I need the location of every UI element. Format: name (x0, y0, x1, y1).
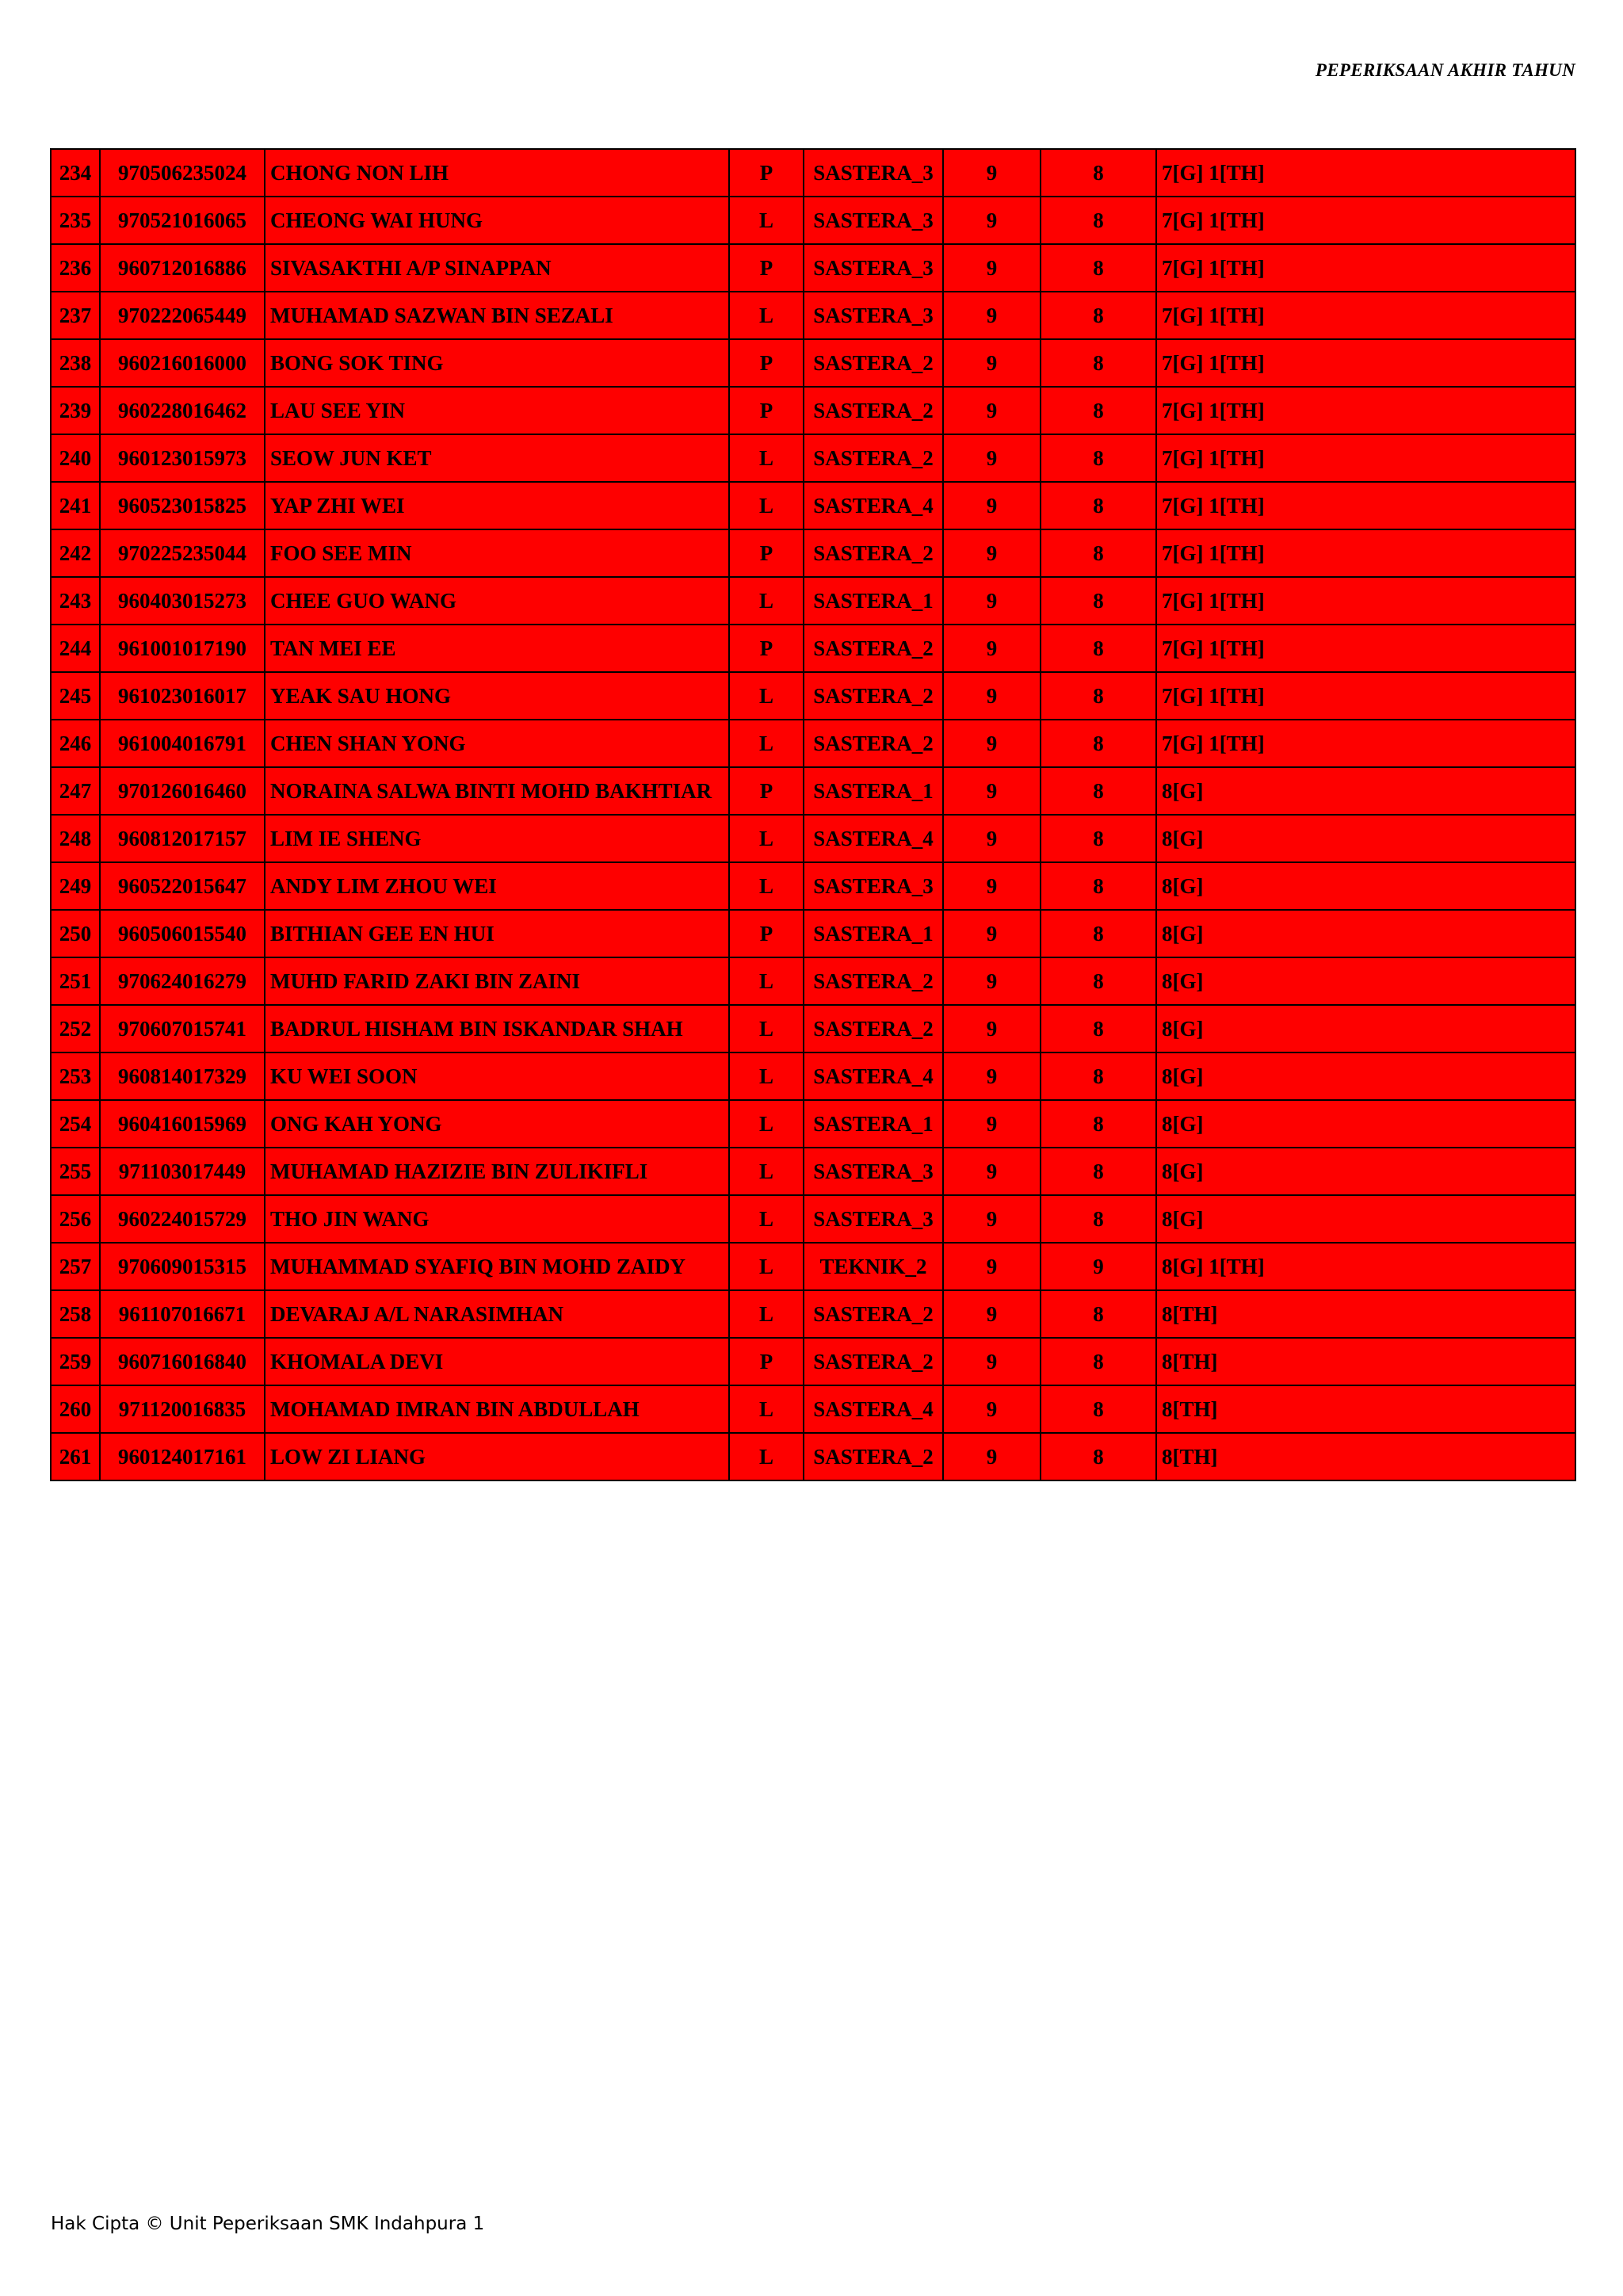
grade-summary-cell: 8[TH] (1156, 1385, 1575, 1433)
ic-number-cell: 970521016065 (100, 197, 265, 244)
ic-number-cell: 970609015315 (100, 1243, 265, 1290)
gender-cell: L (729, 1100, 804, 1148)
subjects-sat-cell: 8 (1041, 672, 1156, 720)
ic-number-cell: 970624016279 (100, 957, 265, 1005)
row-number-cell: 241 (51, 482, 100, 529)
class-name-cell: SASTERA_2 (804, 1433, 943, 1480)
table-row (51, 862, 1575, 910)
subjects-sat-cell: 8 (1041, 482, 1156, 529)
copyright-footer: Hak Cipta © Unit Peperiksaan SMK Indahpura 1 (51, 2214, 485, 2234)
class-name-cell: SASTERA_2 (804, 529, 943, 577)
grade-summary-cell: 7[G] 1[TH] (1156, 529, 1575, 577)
subjects-taken-cell: 9 (943, 1385, 1041, 1433)
class-name-cell: SASTERA_3 (804, 292, 943, 339)
row-number-cell: 250 (51, 910, 100, 957)
ic-number-cell: 960123015973 (100, 434, 265, 482)
class-name-cell: SASTERA_2 (804, 720, 943, 767)
table-row (51, 434, 1575, 482)
ic-number-cell: 960216016000 (100, 339, 265, 387)
subjects-sat-cell: 8 (1041, 339, 1156, 387)
subjects-sat-cell: 8 (1041, 625, 1156, 672)
class-name-cell: SASTERA_2 (804, 625, 943, 672)
table-row (51, 387, 1575, 434)
table-row (51, 672, 1575, 720)
row-number-cell: 259 (51, 1338, 100, 1385)
class-name-cell: SASTERA_4 (804, 482, 943, 529)
ic-number-cell: 970222065449 (100, 292, 265, 339)
student-name-cell: CHEONG WAI HUNG (265, 197, 729, 244)
gender-cell: P (729, 1338, 804, 1385)
subjects-taken-cell: 9 (943, 1290, 1041, 1338)
ic-number-cell: 960814017329 (100, 1052, 265, 1100)
student-name-cell: SEOW JUN KET (265, 434, 729, 482)
table-row (51, 149, 1575, 197)
class-name-cell: SASTERA_2 (804, 1290, 943, 1338)
class-name-cell: SASTERA_3 (804, 197, 943, 244)
subjects-taken-cell: 9 (943, 767, 1041, 815)
subjects-taken-cell: 9 (943, 387, 1041, 434)
class-name-cell: SASTERA_1 (804, 767, 943, 815)
gender-cell: L (729, 957, 804, 1005)
student-name-cell: CHONG NON LIH (265, 149, 729, 197)
class-name-cell: SASTERA_4 (804, 1385, 943, 1433)
ic-number-cell: 960124017161 (100, 1433, 265, 1480)
subjects-taken-cell: 9 (943, 577, 1041, 625)
grade-summary-cell: 7[G] 1[TH] (1156, 482, 1575, 529)
subjects-sat-cell: 8 (1041, 1433, 1156, 1480)
gender-cell: L (729, 815, 804, 862)
gender-cell: L (729, 1195, 804, 1243)
table-row (51, 482, 1575, 529)
student-name-cell: MOHAMAD IMRAN BIN ABDULLAH (265, 1385, 729, 1433)
ic-number-cell: 960224015729 (100, 1195, 265, 1243)
gender-cell: P (729, 625, 804, 672)
results-body (51, 149, 1575, 1480)
row-number-cell: 255 (51, 1148, 100, 1195)
class-name-cell: SASTERA_4 (804, 815, 943, 862)
row-number-cell: 260 (51, 1385, 100, 1433)
subjects-sat-cell: 8 (1041, 910, 1156, 957)
student-name-cell: TAN MEI EE (265, 625, 729, 672)
subjects-taken-cell: 9 (943, 529, 1041, 577)
grade-summary-cell: 7[G] 1[TH] (1156, 197, 1575, 244)
row-number-cell: 246 (51, 720, 100, 767)
student-name-cell: BITHIAN GEE EN HUI (265, 910, 729, 957)
student-name-cell: LAU SEE YIN (265, 387, 729, 434)
subjects-taken-cell: 9 (943, 1052, 1041, 1100)
subjects-taken-cell: 9 (943, 1243, 1041, 1290)
row-number-cell: 256 (51, 1195, 100, 1243)
class-name-cell: TEKNIK_2 (804, 1243, 943, 1290)
ic-number-cell: 960812017157 (100, 815, 265, 862)
class-name-cell: SASTERA_2 (804, 339, 943, 387)
table-row (51, 1385, 1575, 1433)
class-name-cell: SASTERA_2 (804, 957, 943, 1005)
subjects-sat-cell: 8 (1041, 1052, 1156, 1100)
gender-cell: L (729, 292, 804, 339)
subjects-sat-cell: 8 (1041, 1385, 1156, 1433)
ic-number-cell: 961004016791 (100, 720, 265, 767)
row-number-cell: 243 (51, 577, 100, 625)
class-name-cell: SASTERA_3 (804, 1195, 943, 1243)
gender-cell: L (729, 577, 804, 625)
gender-cell: L (729, 720, 804, 767)
ic-number-cell: 961001017190 (100, 625, 265, 672)
student-name-cell: KU WEI SOON (265, 1052, 729, 1100)
gender-cell: P (729, 387, 804, 434)
row-number-cell: 237 (51, 292, 100, 339)
ic-number-cell: 970126016460 (100, 767, 265, 815)
table-row (51, 197, 1575, 244)
gender-cell: L (729, 672, 804, 720)
row-number-cell: 235 (51, 197, 100, 244)
table-row (51, 1433, 1575, 1480)
ic-number-cell: 970225235044 (100, 529, 265, 577)
gender-cell: L (729, 482, 804, 529)
gender-cell: L (729, 1290, 804, 1338)
grade-summary-cell: 8[TH] (1156, 1338, 1575, 1385)
table-row (51, 720, 1575, 767)
grade-summary-cell: 7[G] 1[TH] (1156, 387, 1575, 434)
ic-number-cell: 960506015540 (100, 910, 265, 957)
gender-cell: L (729, 1385, 804, 1433)
grade-summary-cell: 8[G] (1156, 1100, 1575, 1148)
subjects-sat-cell: 8 (1041, 957, 1156, 1005)
grade-summary-cell: 8[G] (1156, 910, 1575, 957)
gender-cell: L (729, 1005, 804, 1052)
gender-cell: P (729, 910, 804, 957)
gender-cell: P (729, 244, 804, 292)
subjects-sat-cell: 8 (1041, 149, 1156, 197)
gender-cell: L (729, 1052, 804, 1100)
student-name-cell: KHOMALA DEVI (265, 1338, 729, 1385)
subjects-sat-cell: 8 (1041, 434, 1156, 482)
student-name-cell: BONG SOK TING (265, 339, 729, 387)
student-name-cell: ONG KAH YONG (265, 1100, 729, 1148)
gender-cell: L (729, 1148, 804, 1195)
table-row (51, 957, 1575, 1005)
subjects-taken-cell: 9 (943, 482, 1041, 529)
grade-summary-cell: 7[G] 1[TH] (1156, 244, 1575, 292)
subjects-sat-cell: 8 (1041, 815, 1156, 862)
grade-summary-cell: 7[G] 1[TH] (1156, 434, 1575, 482)
row-number-cell: 249 (51, 862, 100, 910)
subjects-sat-cell: 8 (1041, 1005, 1156, 1052)
ic-number-cell: 971103017449 (100, 1148, 265, 1195)
row-number-cell: 244 (51, 625, 100, 672)
ic-number-cell: 971120016835 (100, 1385, 265, 1433)
row-number-cell: 240 (51, 434, 100, 482)
row-number-cell: 239 (51, 387, 100, 434)
table-row (51, 1195, 1575, 1243)
subjects-taken-cell: 9 (943, 292, 1041, 339)
row-number-cell: 245 (51, 672, 100, 720)
subjects-taken-cell: 9 (943, 862, 1041, 910)
grade-summary-cell: 8[G] 1[TH] (1156, 1243, 1575, 1290)
table-row (51, 339, 1575, 387)
subjects-sat-cell: 9 (1041, 1243, 1156, 1290)
row-number-cell: 234 (51, 149, 100, 197)
gender-cell: L (729, 1243, 804, 1290)
subjects-sat-cell: 8 (1041, 197, 1156, 244)
grade-summary-cell: 7[G] 1[TH] (1156, 149, 1575, 197)
subjects-taken-cell: 9 (943, 197, 1041, 244)
grade-summary-cell: 8[TH] (1156, 1433, 1575, 1480)
row-number-cell: 254 (51, 1100, 100, 1148)
subjects-taken-cell: 9 (943, 434, 1041, 482)
table-row (51, 577, 1575, 625)
class-name-cell: SASTERA_2 (804, 672, 943, 720)
page-title: PEPERIKSAAN AKHIR TAHUN (1315, 60, 1575, 80)
ic-number-cell: 961023016017 (100, 672, 265, 720)
results-table (50, 148, 1576, 1481)
grade-summary-cell: 8[G] (1156, 767, 1575, 815)
table-row (51, 1148, 1575, 1195)
subjects-taken-cell: 9 (943, 815, 1041, 862)
student-name-cell: ANDY LIM ZHOU WEI (265, 862, 729, 910)
gender-cell: P (729, 529, 804, 577)
row-number-cell: 238 (51, 339, 100, 387)
class-name-cell: SASTERA_2 (804, 434, 943, 482)
subjects-taken-cell: 9 (943, 244, 1041, 292)
grade-summary-cell: 8[G] (1156, 862, 1575, 910)
student-name-cell: THO JIN WANG (265, 1195, 729, 1243)
grade-summary-cell: 8[G] (1156, 1148, 1575, 1195)
subjects-taken-cell: 9 (943, 1195, 1041, 1243)
ic-number-cell: 960228016462 (100, 387, 265, 434)
table-row (51, 529, 1575, 577)
table-row (51, 815, 1575, 862)
subjects-sat-cell: 8 (1041, 1338, 1156, 1385)
class-name-cell: SASTERA_1 (804, 910, 943, 957)
subjects-sat-cell: 8 (1041, 767, 1156, 815)
student-name-cell: CHEN SHAN YONG (265, 720, 729, 767)
subjects-taken-cell: 9 (943, 149, 1041, 197)
gender-cell: P (729, 767, 804, 815)
ic-number-cell: 970607015741 (100, 1005, 265, 1052)
ic-number-cell: 960712016886 (100, 244, 265, 292)
table-row (51, 1100, 1575, 1148)
table-row (51, 1052, 1575, 1100)
table-row (51, 244, 1575, 292)
class-name-cell: SASTERA_2 (804, 1005, 943, 1052)
table-row (51, 292, 1575, 339)
subjects-taken-cell: 9 (943, 1005, 1041, 1052)
table-row (51, 1005, 1575, 1052)
ic-number-cell: 960403015273 (100, 577, 265, 625)
gender-cell: P (729, 339, 804, 387)
row-number-cell: 247 (51, 767, 100, 815)
student-name-cell: YAP ZHI WEI (265, 482, 729, 529)
subjects-taken-cell: 9 (943, 1433, 1041, 1480)
student-name-cell: MUHAMMAD SYAFIQ BIN MOHD ZAIDY (265, 1243, 729, 1290)
subjects-taken-cell: 9 (943, 672, 1041, 720)
row-number-cell: 261 (51, 1433, 100, 1480)
grade-summary-cell: 8[G] (1156, 1005, 1575, 1052)
subjects-sat-cell: 8 (1041, 244, 1156, 292)
subjects-taken-cell: 9 (943, 339, 1041, 387)
grade-summary-cell: 8[G] (1156, 1195, 1575, 1243)
row-number-cell: 253 (51, 1052, 100, 1100)
subjects-taken-cell: 9 (943, 625, 1041, 672)
ic-number-cell: 961107016671 (100, 1290, 265, 1338)
row-number-cell: 242 (51, 529, 100, 577)
student-name-cell: MUHAMAD SAZWAN BIN SEZALI (265, 292, 729, 339)
student-name-cell: NORAINA SALWA BINTI MOHD BAKHTIAR (265, 767, 729, 815)
grade-summary-cell: 8[G] (1156, 1052, 1575, 1100)
grade-summary-cell: 7[G] 1[TH] (1156, 625, 1575, 672)
student-name-cell: MUHAMAD HAZIZIE BIN ZULIKIFLI (265, 1148, 729, 1195)
student-name-cell: CHEE GUO WANG (265, 577, 729, 625)
table-row (51, 910, 1575, 957)
row-number-cell: 248 (51, 815, 100, 862)
ic-number-cell: 960716016840 (100, 1338, 265, 1385)
ic-number-cell: 960416015969 (100, 1100, 265, 1148)
class-name-cell: SASTERA_1 (804, 1100, 943, 1148)
subjects-sat-cell: 8 (1041, 720, 1156, 767)
subjects-taken-cell: 9 (943, 1148, 1041, 1195)
class-name-cell: SASTERA_3 (804, 1148, 943, 1195)
gender-cell: L (729, 1433, 804, 1480)
subjects-sat-cell: 8 (1041, 862, 1156, 910)
row-number-cell: 251 (51, 957, 100, 1005)
ic-number-cell: 960522015647 (100, 862, 265, 910)
class-name-cell: SASTERA_4 (804, 1052, 943, 1100)
student-name-cell: YEAK SAU HONG (265, 672, 729, 720)
table-row (51, 1338, 1575, 1385)
subjects-sat-cell: 8 (1041, 1195, 1156, 1243)
grade-summary-cell: 7[G] 1[TH] (1156, 720, 1575, 767)
subjects-sat-cell: 8 (1041, 1290, 1156, 1338)
class-name-cell: SASTERA_3 (804, 149, 943, 197)
subjects-taken-cell: 9 (943, 1100, 1041, 1148)
row-number-cell: 258 (51, 1290, 100, 1338)
gender-cell: P (729, 149, 804, 197)
class-name-cell: SASTERA_1 (804, 577, 943, 625)
row-number-cell: 236 (51, 244, 100, 292)
subjects-sat-cell: 8 (1041, 1148, 1156, 1195)
subjects-sat-cell: 8 (1041, 529, 1156, 577)
class-name-cell: SASTERA_2 (804, 1338, 943, 1385)
subjects-taken-cell: 9 (943, 910, 1041, 957)
class-name-cell: SASTERA_3 (804, 244, 943, 292)
student-name-cell: LOW ZI LIANG (265, 1433, 729, 1480)
subjects-taken-cell: 9 (943, 720, 1041, 767)
subjects-sat-cell: 8 (1041, 577, 1156, 625)
student-name-cell: BADRUL HISHAM BIN ISKANDAR SHAH (265, 1005, 729, 1052)
subjects-taken-cell: 9 (943, 1338, 1041, 1385)
subjects-taken-cell: 9 (943, 957, 1041, 1005)
student-name-cell: SIVASAKTHI A/P SINAPPAN (265, 244, 729, 292)
subjects-sat-cell: 8 (1041, 292, 1156, 339)
table-row (51, 767, 1575, 815)
table-row (51, 1290, 1575, 1338)
ic-number-cell: 960523015825 (100, 482, 265, 529)
grade-summary-cell: 8[TH] (1156, 1290, 1575, 1338)
grade-summary-cell: 7[G] 1[TH] (1156, 292, 1575, 339)
student-name-cell: LIM IE SHENG (265, 815, 729, 862)
gender-cell: L (729, 197, 804, 244)
student-name-cell: DEVARAJ A/L NARASIMHAN (265, 1290, 729, 1338)
table-row (51, 625, 1575, 672)
grade-summary-cell: 8[G] (1156, 957, 1575, 1005)
gender-cell: L (729, 862, 804, 910)
subjects-sat-cell: 8 (1041, 387, 1156, 434)
table-row (51, 1243, 1575, 1290)
grade-summary-cell: 7[G] 1[TH] (1156, 672, 1575, 720)
gender-cell: L (729, 434, 804, 482)
row-number-cell: 252 (51, 1005, 100, 1052)
class-name-cell: SASTERA_2 (804, 387, 943, 434)
student-name-cell: FOO SEE MIN (265, 529, 729, 577)
grade-summary-cell: 8[G] (1156, 815, 1575, 862)
subjects-sat-cell: 8 (1041, 1100, 1156, 1148)
ic-number-cell: 970506235024 (100, 149, 265, 197)
student-name-cell: MUHD FARID ZAKI BIN ZAINI (265, 957, 729, 1005)
grade-summary-cell: 7[G] 1[TH] (1156, 577, 1575, 625)
grade-summary-cell: 7[G] 1[TH] (1156, 339, 1575, 387)
class-name-cell: SASTERA_3 (804, 862, 943, 910)
row-number-cell: 257 (51, 1243, 100, 1290)
